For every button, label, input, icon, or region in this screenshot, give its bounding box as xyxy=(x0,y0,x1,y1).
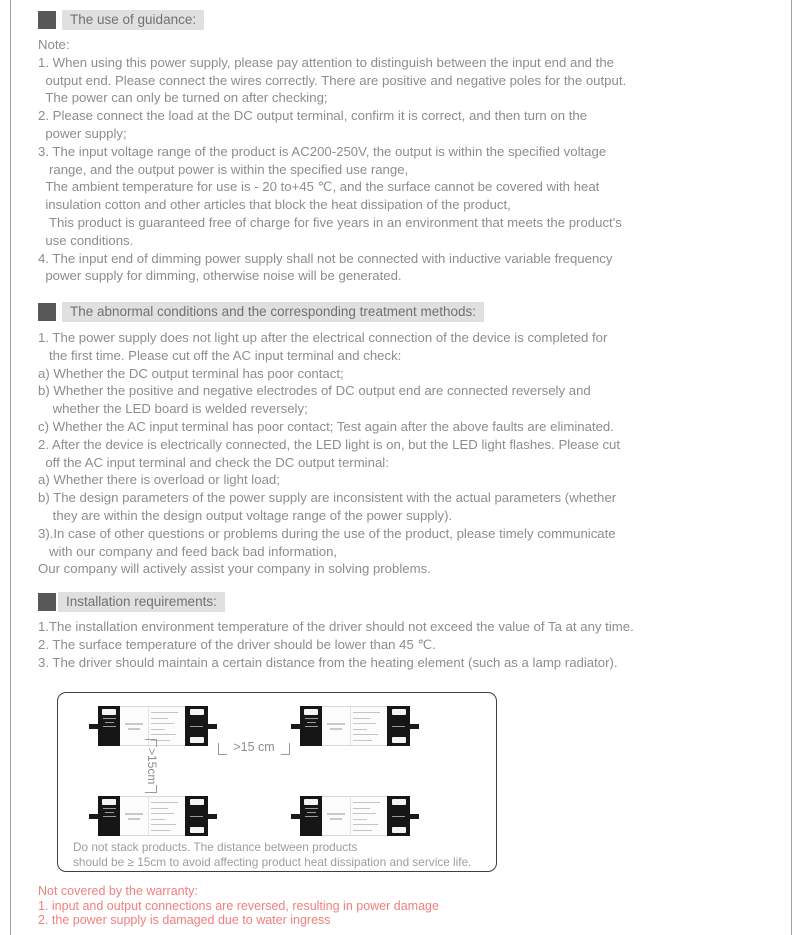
text-line: they are within the design output voltage range of the power supply). xyxy=(38,507,453,523)
terminal-block-right xyxy=(387,706,410,746)
text-line: a) Whether the DC output terminal has poor contact; xyxy=(38,365,344,381)
wire-left xyxy=(291,724,300,729)
terminal-block-right xyxy=(387,796,410,836)
section-title: The abnormal conditions and the corresponding treatment methods: xyxy=(62,302,484,322)
terminal-block-left xyxy=(98,706,120,746)
text-line: with our company and feed back bad information, xyxy=(38,543,338,559)
spec-label xyxy=(350,707,387,745)
text-line: 1. input and output connections are reversed, resulting in power damage xyxy=(38,898,439,913)
dimension-hook-bottom-icon xyxy=(145,785,157,793)
brand-mark xyxy=(322,797,350,835)
terminal-block-left xyxy=(300,706,322,746)
text-line: the first time. Please cut off the AC input terminal and check: xyxy=(38,347,402,363)
text-line: 3).In case of other questions or problems during the use of the product, please timely communicate xyxy=(38,525,616,541)
vertical-gap-dimension xyxy=(140,739,164,803)
wire-right xyxy=(410,724,419,729)
horizontal-gap-label: >15 cm xyxy=(233,740,275,754)
terminal-block-left xyxy=(300,796,322,836)
text-line: 2. Please connect the load at the DC output terminal, confirm it is correct, and then turn on the xyxy=(38,108,588,124)
text-line: should be ≥ 15cm to avoid affecting product heat dissipation and service life. xyxy=(73,855,472,869)
text-line: whether the LED board is welded reversely; xyxy=(38,401,308,417)
terminal-block-right xyxy=(185,706,208,746)
text-line: 2. After the device is electrically connected, the LED light is on, but the LED light flashes. Please cut xyxy=(38,436,621,452)
terminal-block-left xyxy=(98,796,120,836)
brand-mark xyxy=(322,707,350,745)
dimension-hook-right-icon xyxy=(281,743,290,755)
wire-left xyxy=(89,814,98,819)
abnormal-conditions-lines xyxy=(38,329,620,578)
unit-body xyxy=(322,706,387,746)
text-line: a) Whether there is overload or light load; xyxy=(38,472,280,488)
wire-right xyxy=(410,814,419,819)
power-supply-unit xyxy=(291,706,419,746)
text-line: Not covered by the warranty: xyxy=(38,884,198,898)
text-line: The power can only be turned on after checking; xyxy=(38,90,328,106)
vertical-gap-label: >15cm xyxy=(145,748,159,785)
wire-right xyxy=(208,814,217,819)
wire-right xyxy=(208,724,217,729)
text-line: Note: xyxy=(38,37,70,52)
section-title: Installation requirements: xyxy=(58,592,225,612)
text-line: 4. The input end of dimming power supply shall not be connected with inductive variable frequency xyxy=(38,250,613,266)
text-line: output end. Please connect the wires correctly. There are positive and negative poles for the output. xyxy=(38,72,627,88)
text-line: power supply; xyxy=(38,125,127,141)
text-line: 3. The driver should maintain a certain distance from the heating element (such as a lamp radiator). xyxy=(38,654,618,670)
section-title: The use of guidance: xyxy=(62,10,204,30)
text-line: off the AC input terminal and check the DC output terminal: xyxy=(38,454,389,470)
text-line: c) Whether the AC input terminal has poor contact; Test again after the above faults are eliminated. xyxy=(38,418,614,434)
power-supply-unit xyxy=(291,796,419,836)
section-bullet-icon xyxy=(38,593,56,611)
section-header-abnormal-conditions xyxy=(38,302,484,322)
section-header-guidance xyxy=(38,10,204,30)
section-bullet-icon xyxy=(38,11,56,29)
text-line: 2. the power supply is damaged due to water ingress xyxy=(38,913,331,928)
spec-label xyxy=(350,797,387,835)
warranty-exclusions xyxy=(38,884,439,928)
dimension-hook-left-icon xyxy=(218,743,227,755)
terminal-block-right xyxy=(185,796,208,836)
horizontal-gap-dimension xyxy=(211,733,297,755)
text-line: 1. When using this power supply, please pay attention to distinguish between the input end and the xyxy=(38,54,614,70)
text-line: power supply for dimming, otherwise noise will be generated. xyxy=(38,268,402,284)
text-line: b) Whether the positive and negative electrodes of DC output end are connected reversely and xyxy=(38,383,591,399)
text-line: 2. The surface temperature of the driver should be lower than 45 ℃. xyxy=(38,636,436,652)
dimension-hook-top-icon xyxy=(145,739,157,747)
text-line: use conditions. xyxy=(38,232,134,248)
spacing-diagram xyxy=(57,692,497,872)
text-line: 1.The installation environment temperature of the driver should not exceed the value of Ta at any time. xyxy=(38,619,634,634)
text-line: range, and the output power is within the specified use range, xyxy=(38,161,409,177)
wire-left xyxy=(89,724,98,729)
text-line: insulation cotton and other articles that block the heat dissipation of the product, xyxy=(38,197,511,213)
section-bullet-icon xyxy=(38,303,56,321)
installation-lines xyxy=(38,618,634,671)
section-header-installation xyxy=(38,592,225,612)
text-line: Our company will actively assist your company in solving problems. xyxy=(38,561,431,577)
guidance-lines xyxy=(38,36,626,285)
text-line: Do not stack products. The distance between products xyxy=(73,840,358,854)
wire-left xyxy=(291,814,300,819)
text-line: The ambient temperature for use is - 20 to+45 ℃, and the surface cannot be covered with heat xyxy=(38,179,600,195)
text-line: 3. The input voltage range of the product is AC200-250V, the output is within the specified voltage xyxy=(38,143,607,159)
text-line: 1. The power supply does not light up after the electrical connection of the device is completed for xyxy=(38,330,608,345)
unit-body xyxy=(322,796,387,836)
text-line: This product is guaranteed free of charge for five years in an environment that meets the product's xyxy=(38,214,622,230)
text-line: b) The design parameters of the power supply are inconsistent with the actual parameters (whether xyxy=(38,490,617,506)
diagram-caption xyxy=(73,840,471,870)
